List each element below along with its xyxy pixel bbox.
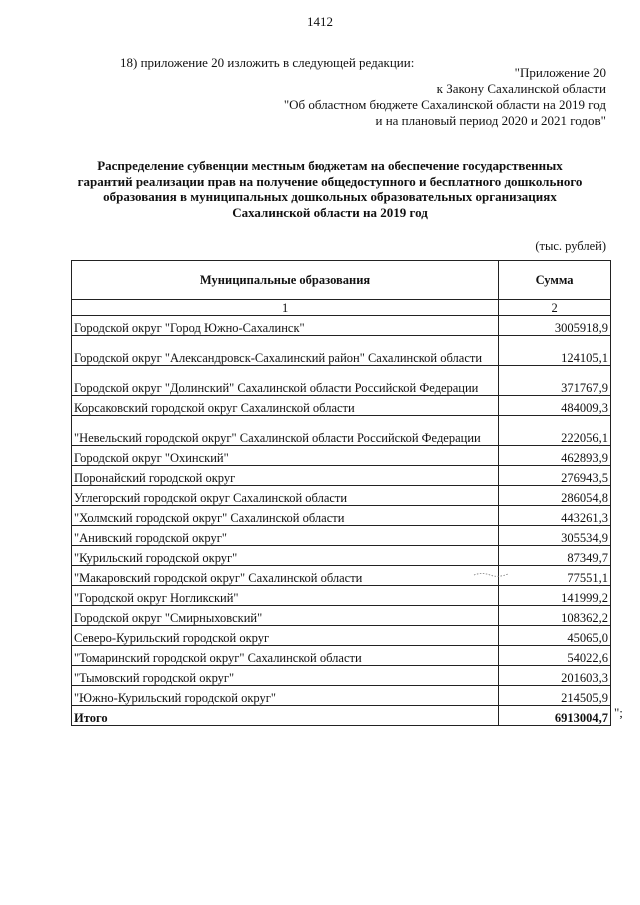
scan-artifact — [472, 570, 512, 580]
subsidy-sum: 124105,1 — [499, 336, 611, 366]
table-row — [72, 446, 611, 466]
table-row — [72, 626, 611, 646]
column-header-municipality: Муниципальные образования — [72, 261, 499, 300]
subsidy-sum: 276943,5 — [499, 466, 611, 486]
total-sum: 6913004,7 — [499, 706, 611, 726]
column-header-sum: Сумма — [499, 261, 611, 300]
subsidy-sum: 201603,3 — [499, 666, 611, 686]
table-row — [72, 486, 611, 506]
table-row — [72, 416, 611, 446]
title-line-4: Сахалинской области на 2019 год — [232, 204, 428, 220]
subsidy-sum: 286054,8 — [499, 486, 611, 506]
subsidy-sum: 87349,7 — [499, 546, 611, 566]
table-row — [72, 566, 611, 586]
column-number-1: 1 — [72, 300, 499, 316]
subsidy-sum: 443261,3 — [499, 506, 611, 526]
subsidy-sum: 222056,1 — [499, 416, 611, 446]
column-number-row — [72, 300, 611, 316]
subsidy-sum: 462893,9 — [499, 446, 611, 466]
subsidy-sum: 108362,2 — [499, 606, 611, 626]
table-row — [72, 686, 611, 706]
intro-text: 18) приложение 20 изложить в следующей редакции: — [120, 55, 415, 70]
subsidy-sum: 305534,9 — [499, 526, 611, 546]
closing-quote: "; — [614, 705, 623, 720]
appendix-line-4: и на плановый период 2020 и 2021 годов" — [375, 113, 606, 128]
title-line-1: Распределение субвенции местным бюджетам на обеспечение государственных — [97, 158, 563, 173]
table-row — [72, 666, 611, 686]
total-row — [72, 706, 611, 726]
subsidy-sum: 54022,6 — [499, 646, 611, 666]
municipality-name: "Тымовский городской округ" — [72, 666, 499, 686]
table-row — [72, 316, 611, 336]
subsidy-sum: 214505,9 — [499, 686, 611, 706]
total-label: Итого — [72, 706, 499, 726]
table-row — [72, 546, 611, 566]
subsidy-sum: 484009,3 — [499, 396, 611, 416]
title-line-2: гарантий реализации прав на получение общедоступного и бесплатного дошкольного — [77, 173, 583, 189]
subsidy-sum: 77551,1 — [499, 566, 611, 586]
municipality-name: "Анивский городской округ" — [72, 526, 499, 546]
municipality-name: Углегорский городской округ Сахалинской области — [72, 486, 499, 506]
units-label: (тыс. рублей) — [535, 239, 606, 253]
title-line-3: образования в муниципальных дошкольных образовательных организациях — [103, 189, 557, 204]
table-row — [72, 586, 611, 606]
table-row — [72, 336, 611, 366]
table-row — [72, 606, 611, 626]
subsidy-table — [71, 260, 611, 726]
table-row — [72, 526, 611, 546]
appendix-line-3: "Об областном бюджете Сахалинской области на 2019 год — [283, 97, 606, 112]
municipality-name: Корсаковский городской округ Сахалинской области — [72, 396, 499, 416]
appendix-line-2: к Закону Сахалинской области — [436, 81, 606, 96]
municipality-name: "Холмский городской округ" Сахалинской области — [72, 506, 499, 526]
municipality-name: Городской округ "Долинский" Сахалинской области Российской Федерации — [72, 366, 499, 396]
municipality-name: Поронайский городской округ — [72, 466, 499, 486]
municipality-name: Городской округ "Город Южно-Сахалинск" — [72, 316, 499, 336]
municipality-name: Городской округ "Смирныховский" — [72, 606, 499, 626]
page-number: 1412 — [307, 14, 333, 29]
subsidy-sum: 45065,0 — [499, 626, 611, 646]
document-title — [60, 158, 600, 220]
column-number-2: 2 — [499, 300, 611, 316]
municipality-name: "Невельский городской округ" Сахалинской области Российской Федерации — [72, 416, 499, 446]
municipality-name: "Южно-Курильский городской округ" — [72, 686, 499, 706]
municipality-name: Городской округ "Охинский" — [72, 446, 499, 466]
appendix-line-1: "Приложение 20 — [514, 65, 606, 80]
table-row — [72, 506, 611, 526]
municipality-name: "Томаринский городской округ" Сахалинской области — [72, 646, 499, 666]
table-row — [72, 396, 611, 416]
subsidy-sum: 371767,9 — [499, 366, 611, 396]
table-header-row — [72, 261, 611, 300]
municipality-name: Городской округ "Александровск-Сахалинский район" Сахалинской области — [72, 336, 499, 366]
municipality-name: "Макаровский городской округ" Сахалинской области — [72, 566, 499, 586]
table-row — [72, 646, 611, 666]
subsidy-sum: 3005918,9 — [499, 316, 611, 336]
municipality-name: "Курильский городской округ" — [72, 546, 499, 566]
table-row — [72, 366, 611, 396]
municipality-name: "Городской округ Ногликский" — [72, 586, 499, 606]
municipality-name: Северо-Курильский городской округ — [72, 626, 499, 646]
subsidy-sum: 141999,2 — [499, 586, 611, 606]
table-row — [72, 466, 611, 486]
